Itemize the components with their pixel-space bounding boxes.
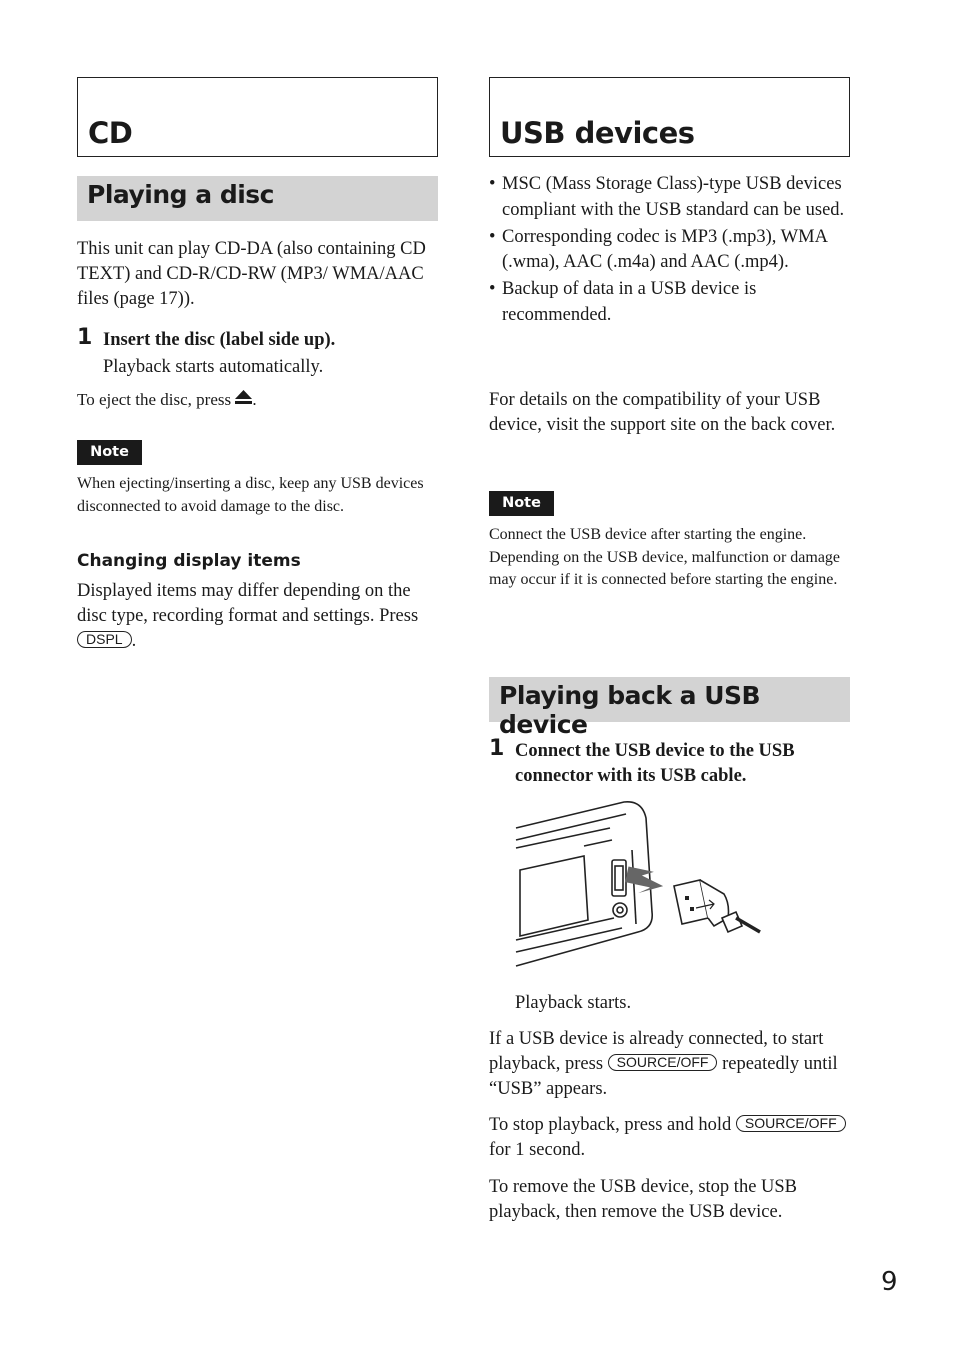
- display-end: .: [131, 631, 137, 651]
- step-instruction: Connect the USB device to the USB connector with its USB cable.: [515, 741, 795, 786]
- usb-details-text: For details on the compatibility of your USB device, visit the support site on the back cover.: [489, 390, 836, 435]
- remove-usb-text: To remove the USB device, stop the USB playback, then remove the USB device.: [489, 1177, 798, 1222]
- stop-playback-text: [489, 1113, 850, 1163]
- playing-disc-section-bar: [77, 176, 438, 221]
- step-number: 1: [77, 325, 93, 350]
- usb-title: USB devices: [500, 116, 695, 150]
- changing-display-text: [77, 579, 438, 654]
- note-label: Note: [77, 440, 142, 465]
- note-label: Note: [489, 491, 554, 516]
- usb-bullet-list: [489, 172, 850, 330]
- already-connected-text: [489, 1027, 850, 1102]
- eject-instruction: [77, 389, 438, 412]
- stop-before: To stop playback, press and hold: [489, 1115, 732, 1135]
- step-result: Playback starts automatically.: [103, 357, 324, 377]
- playing-usb-heading: Playing back a USB device: [499, 681, 761, 739]
- usb-title-box: [489, 77, 850, 157]
- cd-title: CD: [88, 116, 133, 150]
- display-text: Displayed items may differ depending on the disc type, recording format and settings. Press: [77, 581, 419, 626]
- eject-end: .: [252, 390, 257, 409]
- eject-text: To eject the disc, press: [77, 390, 232, 409]
- source-off-button: SOURCE/OFF: [608, 1054, 718, 1071]
- cd-intro-text: This unit can play CD-DA (also containing CD TEXT) and CD-R/CD-RW (MP3/ WMA/AAC files (page 17)).: [77, 239, 426, 309]
- note-text: When ejecting/inserting a disc, keep any USB devices disconnected to avoid damage to the disc.: [77, 475, 424, 515]
- note-text: Connect the USB device after starting the engine. Depending on the USB device, malfunction or damage may occur if it is connected before starting the engine.: [489, 526, 841, 588]
- eject-icon: [235, 390, 252, 405]
- cd-title-box: [77, 77, 438, 157]
- dspl-button: DSPL: [77, 631, 132, 648]
- list-item: • Backup of data in a USB device is recommended.: [489, 277, 850, 328]
- list-item: • MSC (Mass Storage Class)-type USB devices compliant with the USB standard can be used.: [489, 172, 850, 223]
- already-before: If a USB device is already connected, to start playback, press: [489, 1029, 824, 1074]
- stop-after: for 1 second.: [489, 1140, 586, 1160]
- step-instruction: Insert the disc (label side up).: [103, 330, 336, 350]
- usb-connection-illustration: [514, 800, 764, 970]
- step-result: Playback starts.: [515, 993, 632, 1013]
- playing-disc-heading: Playing a disc: [87, 180, 274, 209]
- step-number: 1: [489, 736, 505, 761]
- changing-display-heading: Changing display items: [77, 551, 301, 571]
- playing-usb-section-bar: [489, 677, 850, 739]
- already-after: repeatedly until “USB” appears.: [489, 1054, 838, 1099]
- source-off-button: SOURCE/OFF: [736, 1115, 846, 1132]
- list-item: • Corresponding codec is MP3 (.mp3), WMA (.wma), AAC (.m4a) and AAC (.mp4).: [489, 225, 850, 276]
- page-number: 9: [881, 1267, 898, 1297]
